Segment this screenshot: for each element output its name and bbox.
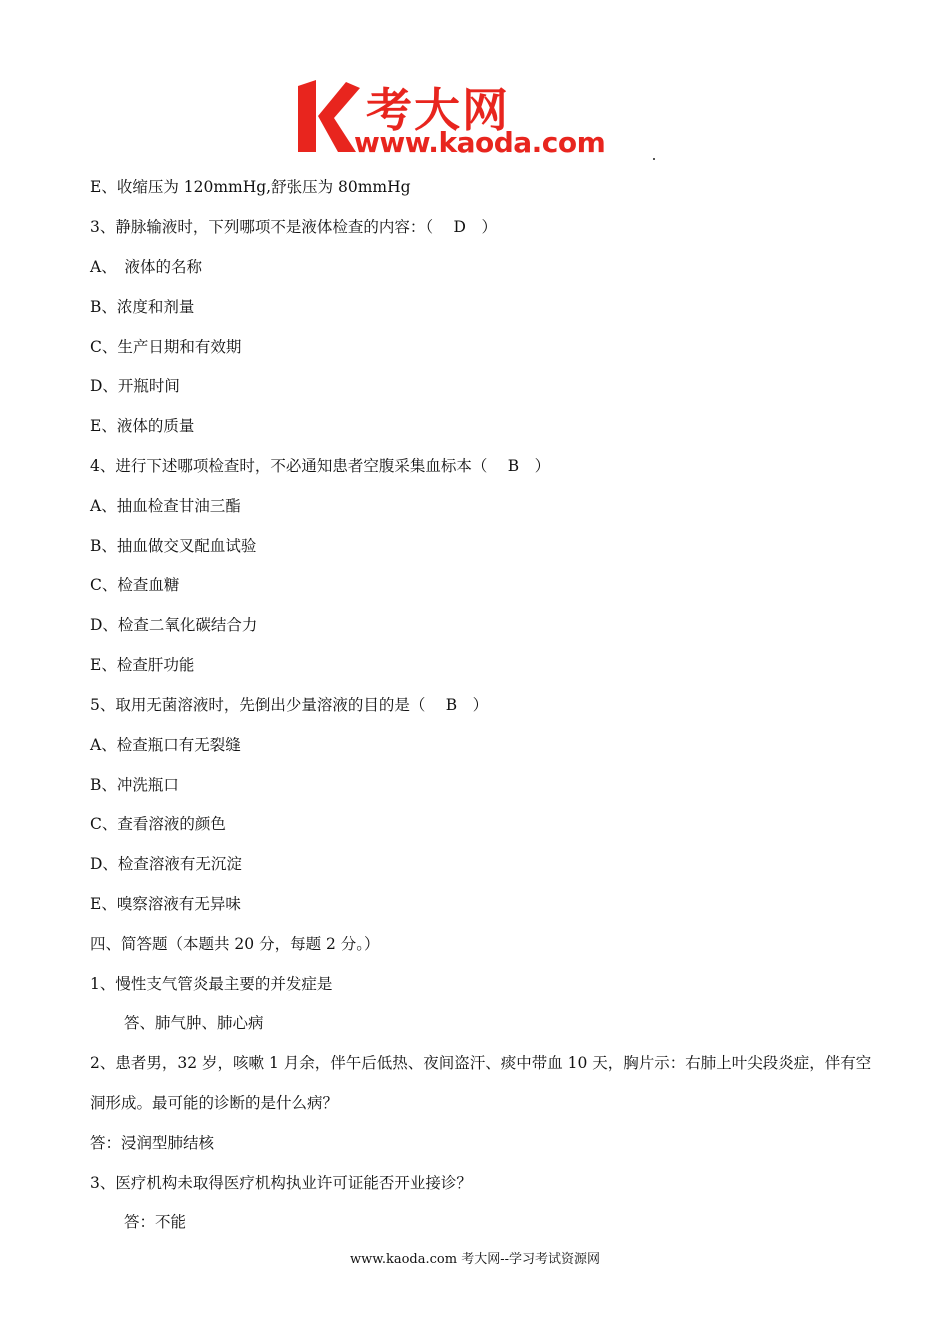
option-a: A、检查瓶口有无裂缝 xyxy=(90,736,241,754)
option-b: B、抽血做交叉配血试验 xyxy=(90,537,257,555)
short-question-2: 2、患者男，32 岁，咳嗽 1 月余，伴午后低热、夜间盗汗、痰中带血 10 天，胸片示：右肺上叶尖段炎症，伴有空 xyxy=(90,1054,872,1072)
logo-url: www.kaoda.com xyxy=(354,126,606,159)
header-dot xyxy=(653,158,655,160)
short-question-1: 1、慢性支气管炎最主要的并发症是 xyxy=(90,975,333,993)
question-5: 5、取用无菌溶液时，先倒出少量溶液的目的是（ B ） xyxy=(90,696,489,714)
option-b: B、浓度和剂量 xyxy=(90,298,195,316)
option-a: A、 液体的名称 xyxy=(90,258,202,276)
question-4: 4、进行下述哪项检查时，不必通知患者空腹采集血标本（ B ） xyxy=(90,457,551,475)
answer-2: 答：浸润型肺结核 xyxy=(90,1134,215,1152)
answer-3: 答：不能 xyxy=(124,1213,187,1231)
option-e: E、检查肝功能 xyxy=(90,656,195,674)
option-a: A、抽血检查甘油三酯 xyxy=(90,497,241,515)
question-3: 3、静脉输液时，下列哪项不是液体检查的内容：（ D ） xyxy=(90,218,497,236)
text-line: E、收缩压为 120mmHg,舒张压为 80mmHg xyxy=(90,178,411,196)
short-question-3: 3、医疗机构未取得医疗机构执业许可证能否开业接诊？ xyxy=(90,1174,472,1192)
option-c: C、检查血糖 xyxy=(90,576,180,594)
kaoda-logo xyxy=(298,78,628,162)
option-e: E、嗅察溶液有无异味 xyxy=(90,895,241,913)
option-b: B、冲洗瓶口 xyxy=(90,776,179,794)
option-c: C、生产日期和有效期 xyxy=(90,338,242,356)
option-e: E、液体的质量 xyxy=(90,417,195,435)
page-footer: www.kaoda.com 考大网--学习考试资源网 xyxy=(350,1252,600,1267)
option-d: D、开瓶时间 xyxy=(90,377,180,395)
answer-1: 答、肺气肿、肺心病 xyxy=(124,1014,264,1032)
option-c: C、查看溶液的颜色 xyxy=(90,815,226,833)
option-d: D、检查溶液有无沉淀 xyxy=(90,855,242,873)
k-logo-icon xyxy=(298,80,360,152)
logo-title: 考大网 xyxy=(366,83,510,137)
section-heading: 四、简答题（本题共 20 分，每题 2 分。） xyxy=(90,935,380,953)
option-d: D、检查二氧化碳结合力 xyxy=(90,616,258,634)
short-question-2-cont: 洞形成。最可能的诊断的是什么病？ xyxy=(90,1094,339,1112)
